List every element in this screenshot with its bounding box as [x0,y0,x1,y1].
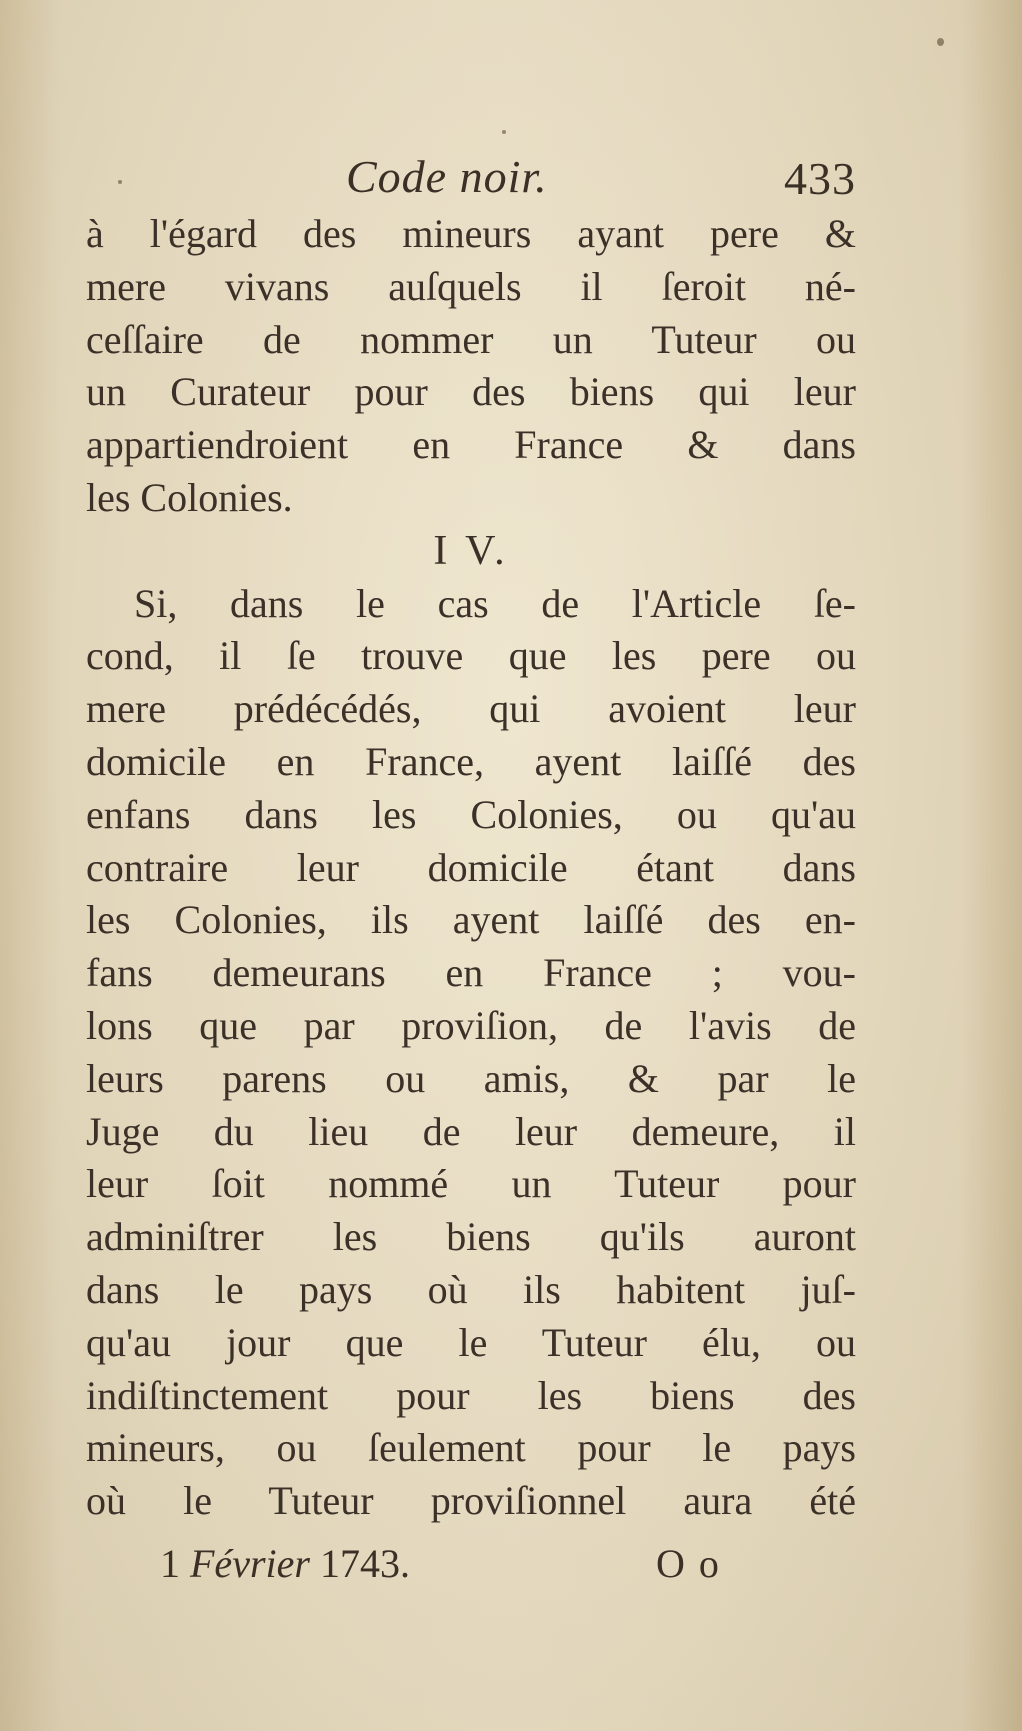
text-line: dans le pays où ils habitent juſ- [86,1266,856,1312]
signature-year: 1743. [319,1541,410,1586]
text-line: ceſſaire de nommer un Tuteur ou [86,316,856,362]
text-line: à l'égard des mineurs ayant pere & [86,211,856,256]
text-line: leurs parens ou amis, & par le [86,1055,856,1101]
text-line: appartiendroient en France & dans [86,422,856,468]
catchword: O o [656,1541,721,1586]
text-line: les Colonies, ils ayent laiſſé des en- [86,897,856,943]
text-line: indiſtinctement pour les biens des [86,1372,856,1418]
text-line: domicile en France, ayent laiſſé des [86,738,856,784]
body-text [86,208,856,1528]
page-number: 433 [784,153,856,204]
running-title: Code noir. [346,151,548,202]
text-line: qu'au jour que le Tuteur élu, ou [86,1319,856,1365]
text-line: cond, il ſe trouve que les pere ou [86,633,856,679]
signature-mark [160,1540,410,1587]
article-heading: I V. [433,527,509,574]
signature-text: Février [190,1541,310,1586]
text-line: un Curateur pour des biens qui leur [86,369,856,415]
ink-speck [937,38,944,46]
page-header [90,150,870,210]
text-line: mere vivans auſquels il ſeroit né- [86,263,856,309]
text-line: Si, dans le cas de l'Article ſe- [134,580,856,626]
text-line: où le Tuteur proviſionnel aura été [86,1478,856,1524]
text-line: adminiſtrer les biens qu'ils auront [86,1214,856,1260]
text-line: fans demeurans en France ; vou- [86,950,856,996]
text-line: Juge du lieu de leur demeure, il [86,1108,856,1154]
text-line: enfans dans les Colonies, ou qu'au [86,791,856,837]
ink-speck [502,130,506,134]
text-line: leur ſoit nommé un Tuteur pour [86,1161,856,1207]
text-line: contraire leur domicile étant dans [86,844,856,890]
text-line: mineurs, ou ſeulement pour le pays [86,1425,856,1471]
page-footer [90,1540,870,1600]
text-line: lons que par proviſion, de l'avis de [86,1002,856,1048]
text-line: les Colonies. [86,474,293,520]
signature-number: 1 [160,1541,180,1586]
text-line: mere prédécédés, qui avoient leur [86,686,856,732]
